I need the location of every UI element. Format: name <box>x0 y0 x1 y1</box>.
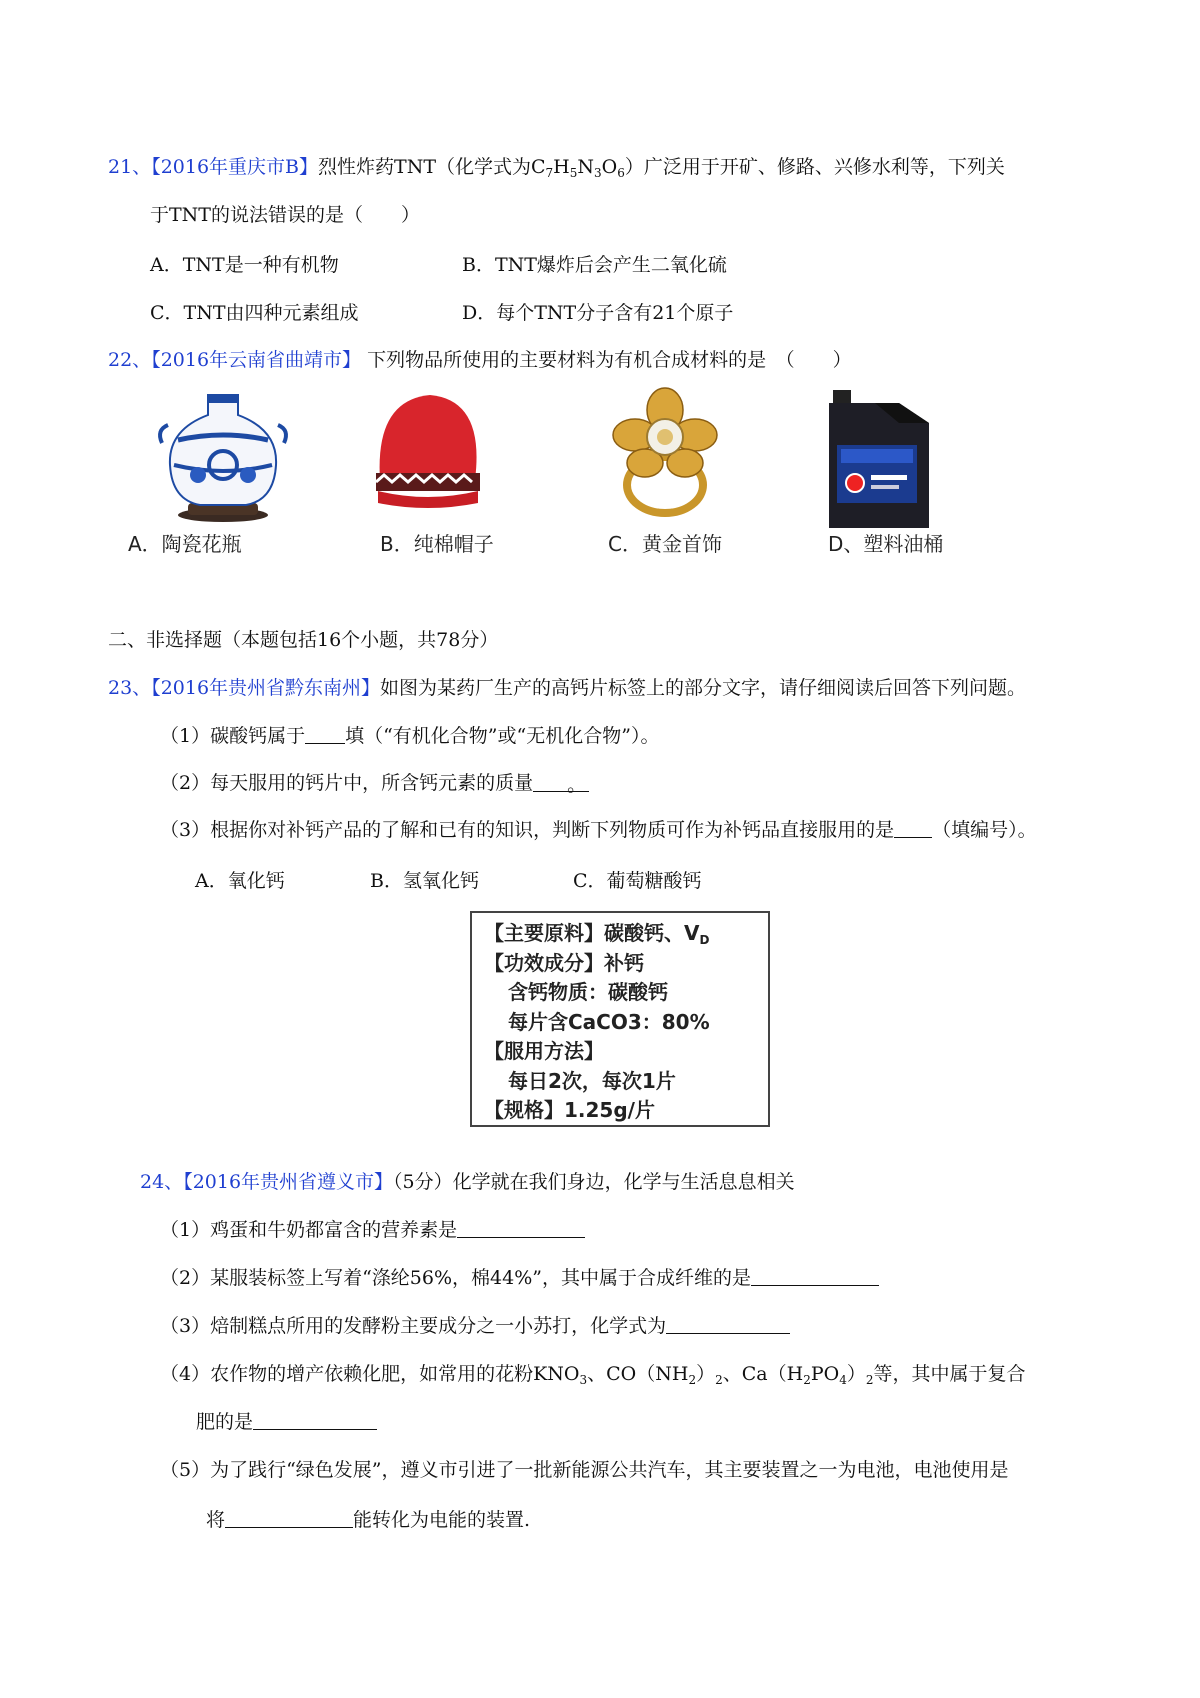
q21-stem-b: ）广泛用于开矿、修路、兴修水利等，下列关 <box>624 156 1005 178</box>
q21-line1 <box>108 155 1005 179</box>
q21-option-a: A．TNT是一种有机物 <box>150 254 339 276</box>
q23-line1 <box>108 676 1026 700</box>
q24-text: ） <box>846 1363 866 1385</box>
label-line: 【服用方法】 <box>484 1039 604 1063</box>
q23-source: 【2016年贵州省黔东南州】 <box>151 677 381 699</box>
q24-part4-cont-text: 肥的是 <box>196 1411 254 1433</box>
q23-number: 23、 <box>108 677 152 699</box>
q24-source: 【2016年贵州省遵义市】 <box>183 1171 394 1193</box>
q21-stem2: 于TNT的说法错误的是（ ） <box>150 204 420 226</box>
q22-number: 22、 <box>108 349 152 371</box>
q24-part5: （5）为了践行“绿色发展”，遵义市引进了一批新能源公共汽车，其主要装置之一为电池，电池使用是 <box>160 1459 1009 1481</box>
q23-part1-text: （1）碳酸钙属于 <box>160 725 306 747</box>
label-line: 每片含CaCO3：80% <box>508 1009 710 1034</box>
q24-stem: （5分）化学就在我们身边，化学与生活息息相关 <box>393 1171 795 1193</box>
formula-sub: 7 <box>545 166 554 180</box>
q24-part1-text: （1）鸡蛋和牛奶都富含的营养素是 <box>160 1219 458 1241</box>
gold-ring-image <box>580 385 750 515</box>
q24-sub: 2 <box>803 1373 811 1387</box>
q24-sub: 2 <box>688 1373 697 1387</box>
answer-blank[interactable] <box>225 1509 353 1528</box>
q24-text: 、Ca（H <box>722 1363 804 1385</box>
answer-blank[interactable] <box>457 1219 585 1238</box>
q21-option-d: D．每个TNT分子含有21个原子 <box>462 302 734 324</box>
plastic-oil-drum-image <box>815 385 985 515</box>
label-line: 每日2次，每次1片 <box>508 1068 676 1093</box>
q23-part3 <box>160 818 1037 842</box>
answer-blank[interactable] <box>894 819 932 838</box>
q21-source: 【2016年重庆市B】 <box>151 156 319 178</box>
q23-part2 <box>160 771 589 795</box>
answer-blank[interactable] <box>533 773 589 796</box>
q23-part3-text-2: （填编号）。 <box>932 819 1037 841</box>
label-line: 含钙物质：碳酸钙 <box>508 980 668 1004</box>
answer-blank[interactable] <box>751 1267 879 1286</box>
q24-part5-text-2: 能转化为电能的装置. <box>353 1509 531 1531</box>
q24-part4 <box>160 1362 1026 1386</box>
answer-blank[interactable] <box>666 1315 790 1334</box>
q22-source: 【2016年云南省曲靖市】 <box>151 349 362 371</box>
q21-stem-a: 烈性炸药TNT（化学式为C <box>318 156 546 178</box>
q24-line1 <box>140 1170 795 1194</box>
q24-sub: 2 <box>715 1373 723 1387</box>
label-line: 【规格】1.25g/片 <box>484 1098 655 1122</box>
q24-text: （4）农作物的增产依赖化肥，如常用的花粉KNO <box>160 1363 580 1385</box>
q23-part1 <box>160 724 659 748</box>
q24-text: 、CO（NH <box>587 1363 689 1385</box>
q22-line1 <box>108 348 852 372</box>
q23-part2-end: 。 <box>567 774 587 796</box>
answer-blank[interactable] <box>305 725 345 744</box>
q23-stem: 如图为某药厂生产的高钙片标签上的部分文字，请仔细阅读后回答下列问题。 <box>380 677 1027 699</box>
q23-part3-text: （3）根据你对补钙产品的了解和已有的知识，判断下列物质可作为补钙品直接服用的是 <box>160 819 895 841</box>
calcium-tablet-label <box>470 911 770 1127</box>
q24-part1 <box>160 1218 585 1242</box>
formula-sub: 5 <box>569 166 578 180</box>
q23-option-b: B．氢氧化钙 <box>370 870 479 892</box>
q23-part2-text: （2）每天服用的钙片中，所含钙元素的质量 <box>160 772 534 794</box>
q24-sub: 2 <box>865 1373 874 1387</box>
caption-a: A．陶瓷花瓶 <box>128 532 242 556</box>
q21-number: 21、 <box>108 156 152 178</box>
q24-part2 <box>160 1266 879 1290</box>
q23-option-a: A．氧化钙 <box>195 870 285 892</box>
q24-text: 等，其中属于复合 <box>873 1363 1026 1385</box>
q24-part3-text: （3）焙制糕点所用的发酵粉主要成分之一小苏打，化学式为 <box>160 1315 667 1337</box>
q24-text: PO <box>810 1363 840 1385</box>
q24-sub: 4 <box>839 1373 847 1387</box>
label-line-sub: D <box>699 933 710 947</box>
q22-stem: 下列物品所使用的主要材料为有机合成材料的是 （ ） <box>367 349 852 371</box>
q24-number: 24、 <box>140 1171 184 1193</box>
formula-element: N <box>577 156 595 178</box>
q24-part3 <box>160 1314 790 1338</box>
formula-element: O <box>601 156 618 178</box>
q24-part5-text: 将 <box>206 1509 226 1531</box>
cotton-hat-image <box>340 385 510 515</box>
q24-text: ） <box>696 1363 716 1385</box>
porcelain-vase-image <box>138 385 308 515</box>
label-line-text: 【主要原料】碳酸钙、V <box>484 921 700 945</box>
label-line <box>484 919 756 949</box>
caption-d: D、塑料油桶 <box>828 532 944 556</box>
q24-sub: 3 <box>579 1373 588 1387</box>
formula-sub: 6 <box>617 166 625 180</box>
q24-part4-cont <box>196 1410 377 1434</box>
formula-sub: 3 <box>594 166 602 180</box>
q23-option-c: C．葡萄糖酸钙 <box>573 870 702 892</box>
caption-c: C．黄金首饰 <box>608 532 722 556</box>
q24-part2-text: （2）某服装标签上写着“涤纶56%，棉44%”，其中属于合成纤维的是 <box>160 1267 751 1289</box>
q24-part5-cont <box>206 1508 530 1532</box>
answer-blank[interactable] <box>253 1411 377 1430</box>
q21-option-c: C．TNT由四种元素组成 <box>150 302 359 324</box>
section-2-heading: 二、非选择题（本题包括16个小题，共78分） <box>108 629 499 651</box>
label-line: 【功效成分】补钙 <box>484 950 644 975</box>
q21-option-b: B．TNT爆炸后会产生二氧化硫 <box>462 254 727 276</box>
caption-b: B．纯棉帽子 <box>380 532 494 556</box>
formula-element: H <box>553 156 570 178</box>
q23-part1-text-2: 填（“有机化合物”或“无机化合物”）。 <box>345 725 660 747</box>
